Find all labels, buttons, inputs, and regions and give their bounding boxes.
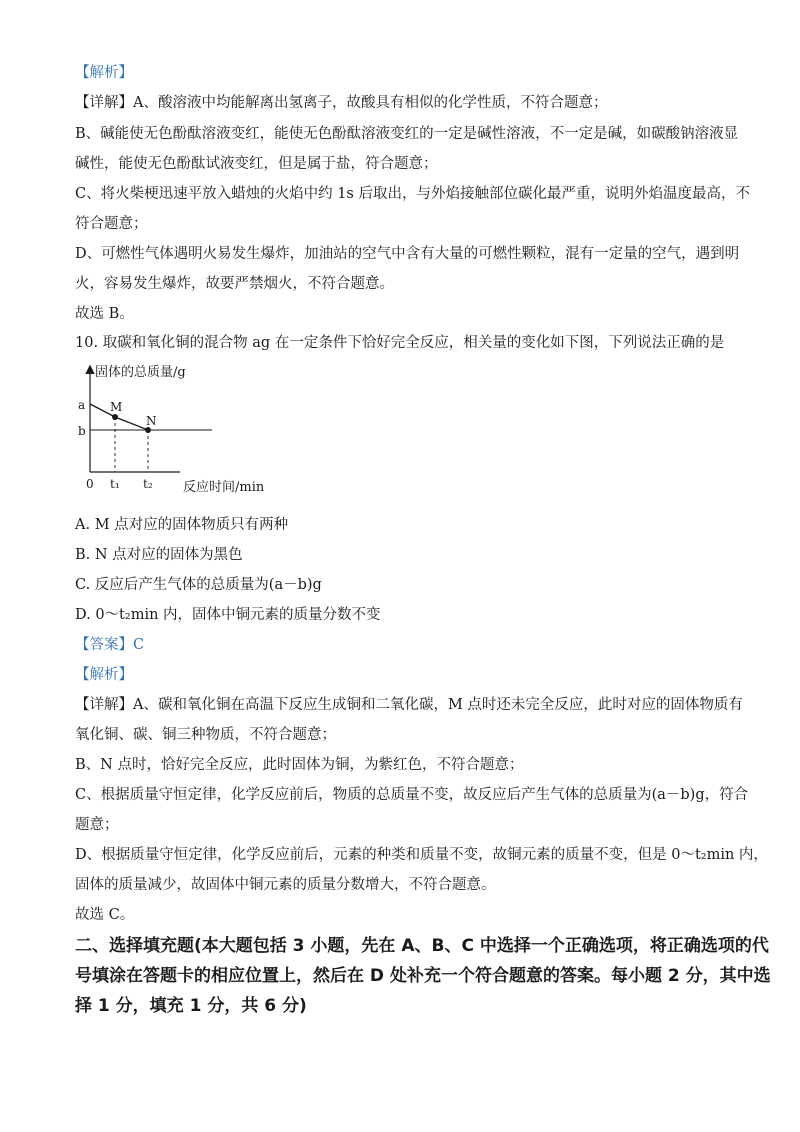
section-heading-line: 择 1 分，填充 1 分，共 6 分)	[75, 996, 307, 1016]
detail-line: D、根据质量守恒定律，化学反应前后，元素的种类和质量不变，故铜元素的质量不变，但是 0～t₂min 内，	[75, 847, 768, 863]
analysis-tag-1: 【解析】	[75, 65, 133, 81]
answer-line	[75, 635, 144, 655]
point-label-m: M	[110, 400, 123, 414]
detail-line: 氧化铜、碳、铜三种物质，不符合题意；	[75, 727, 336, 743]
detail-line: 碱性，能使无色酚酞试液变红，但是属于盐，符合题意；	[75, 156, 438, 172]
y-tick-b: b	[78, 424, 86, 438]
detail-line: C、根据质量守恒定律，化学反应前后，物质的总质量不变，故反应后产生气体的总质量为(a－b)g，符合	[75, 787, 749, 803]
x-tick-t1: t₁	[110, 477, 120, 491]
detail-line: 【详解】A、碳和氧化铜在高温下反应生成铜和二氧化碳，M 点时还未完全反应，此时对应的固体物质有	[75, 697, 743, 713]
detail-line: 题意；	[75, 817, 119, 833]
option-a: A. M 点对应的固体物质只有两种	[75, 517, 289, 533]
detail-line: D、可燃性气体遇明火易发生爆炸，加油站的空气中含有大量的可燃性颗粒，混有一定量的空气，遇到明	[75, 246, 740, 262]
point-m	[112, 414, 118, 420]
option-d: D. 0～t₂min 内，固体中铜元素的质量分数不变	[75, 607, 381, 623]
y-tick-a: a	[78, 398, 86, 412]
section-heading-line: 二、选择填充题(本大题包括 3 小题，先在 A、B、C 中选择一个正确选项，将正确选项的代	[75, 936, 769, 956]
option-b: B. N 点对应的固体为黑色	[75, 547, 243, 563]
answer-text: 【答案】C	[75, 637, 145, 653]
detail-line: B、碱能使无色酚酞溶液变红，能使无色酚酞溶液变红的一定是碱性溶液，不一定是碱，如碳酸钠溶液显	[75, 126, 739, 142]
detail-line: 【详解】A、酸溶液中均能解离出氢离子，故酸具有相似的化学性质，不符合题意；	[75, 95, 608, 111]
option-c: C. 反应后产生气体的总质量为(a－b)g	[75, 577, 322, 593]
x-tick-0: 0	[86, 477, 94, 491]
point-label-n: N	[146, 414, 157, 428]
detail-line: C、将火柴梗迅速平放入蜡烛的火焰中约 1s 后取出，与外焰接触部位碳化最严重，说明外焰温度最高，不	[75, 186, 750, 202]
detail-line: 固体的质量减少，故固体中铜元素的质量分数增大，不符合题意。	[75, 877, 496, 893]
x-axis-label: 反应时间/min	[183, 480, 265, 495]
detail-line: 火，容易发生爆炸，故要严禁烟火，不符合题意。	[75, 276, 394, 292]
mass-time-chart	[70, 362, 280, 500]
question-stem: 10. 取碳和氧化铜的混合物 ag 在一定条件下恰好完全反应，相关量的变化如下图，下列说法正确的是	[75, 335, 725, 351]
detail-line: 符合题意；	[75, 216, 148, 232]
detail-line: 故选 C。	[75, 907, 135, 923]
detail-line: B、N 点时，恰好完全反应，此时固体为铜，为紫红色，不符合题意；	[75, 757, 524, 773]
y-axis-label: 固体的总质量/g	[95, 365, 186, 380]
analysis-tag-2: 【解析】	[75, 667, 133, 683]
detail-line: 故选 B。	[75, 306, 134, 322]
x-tick-t2: t₂	[143, 477, 153, 491]
section-heading-line: 号填涂在答题卡的相应位置上，然后在 D 处补充一个符合题意的答案。每小题 2 分，其中选	[75, 966, 771, 986]
